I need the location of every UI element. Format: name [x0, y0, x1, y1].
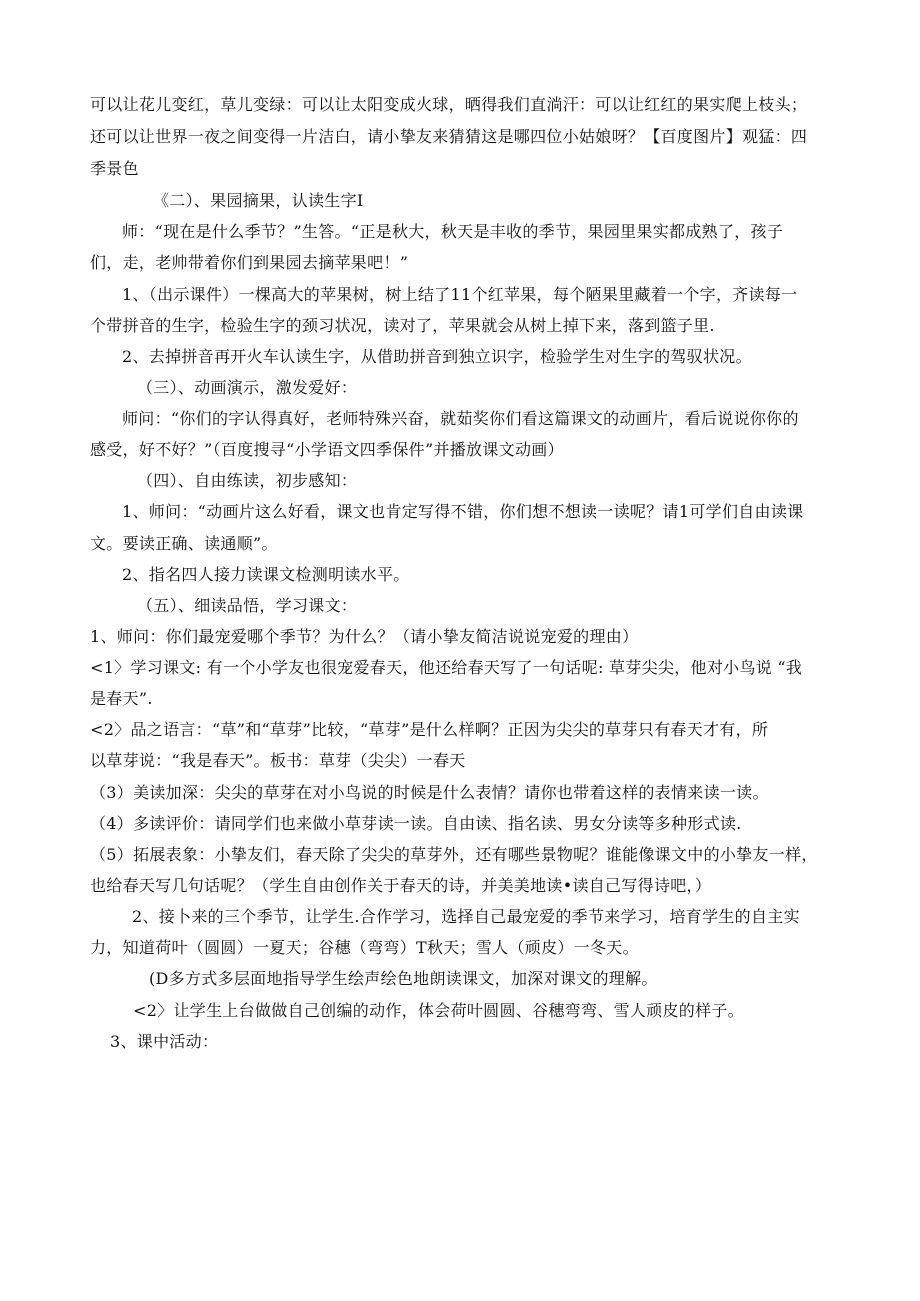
text-line: （5）拓展表象：小挚友们，春天除了尖尖的草芽外，还有哪些景物呢？谁能像课文中的小挚友一样， [90, 845, 818, 864]
text-line: 感受，好不好？”（百度搜寻“小学语文四季保件”并播放课文动画） [90, 440, 564, 459]
text-line: 文。要读正确、读通顺”。 [90, 534, 278, 553]
text-line: 1、师问：你们最宠爱哪个季节？为什么？（请小挚友简洁说说宠爱的理由） [90, 627, 639, 646]
section-heading: （三）、动画演示，激发爱好： [137, 378, 358, 397]
text-line: 1、师问：“动画片这么好看，课文也肯定写得不错，你们想不想读一读呢？请1可学们自由读课 [122, 502, 804, 521]
text-line: 们，走，老帅带着你们到果园去摘苹果吧！” [90, 253, 409, 272]
text-line: 师：“现在是什么季节？”生答。“正是秋大，秋天是丰收的季节，果园里果实都成熟了，孩子 [122, 222, 784, 241]
text-line: 3、课中活动： [110, 1032, 219, 1051]
section-heading: 《二）、果园摘果，认读生字Ⅰ [153, 191, 364, 210]
text-line: （4）多读评价：请同学们也来做小草芽读一读。自由读、指名读、男女分读等多种形式读. [90, 814, 742, 833]
section-heading: （四）、自由练读，初步感知： [137, 471, 358, 490]
text-line: 是春天”. [90, 689, 153, 708]
text-line: 2、接卜来的三个季节，让学生.合作学习，选择自己最宠爱的季节来学习，培育学生的自主实 [132, 907, 800, 926]
text-line: 2、指名四人接力读课文检测明读水平。 [122, 565, 410, 584]
text-line: (D多方式多层面地指导学生绘声绘色地朗读课文，加深对课文的理解。 [149, 969, 658, 988]
text-line: 2、去掉拼音再开火车认读生字，从借助拼音到独立识字，检验学生对生字的驾驭状况。 [122, 347, 752, 366]
text-line: 以草芽说：“我是春天”。板书：草芽（尖尖）一春天 [90, 751, 466, 770]
text-line: <1〉学习课文: 有一个小学友也很宠爱春天，他还给春天写了一句话呢: 草芽尖尖，他对小鸟说 “我 [90, 658, 803, 677]
text-line: 师问：“你们的字认得真好，老师特殊兴奋，就茹奖你们看这篇课文的动画片，看后说说你你的 [122, 409, 799, 428]
section-heading: （五）、细读品悟，学习课文： [137, 596, 358, 615]
text-line: <2〉让学生上台做做自己创编的动作，体会荷叶圆圆、谷穗弯弯、雪人顽皮的样子。 [133, 1001, 744, 1020]
text-line: 季景色 [90, 159, 139, 178]
text-line: 力，知道荷叶（圆圆）一夏天；谷穗（弯弯）T秋天；雪人（顽皮）一冬天。 [90, 938, 639, 957]
text-line: 也给春天写几句话呢？（学生自由创作关于春天的诗，并美美地读•读自己写得诗吧，） [90, 876, 712, 895]
text-line: 1、（出示课件）一棵高大的苹果树，树上结了11个红苹果，每个陋果里藏着一个字，齐读每一 [122, 285, 798, 304]
text-line: 个带拼音的生字，检验生字的颈习状况，读对了，苹果就会从树上掉下来，落到篮子里. [90, 316, 715, 335]
text-line: <2〉品之语言：“草”和“草芽”比较，“草芽”是什么样啊？正因为尖尖的草芽只有春天才有，所 [90, 720, 769, 739]
text-line: （3）美读加深：尖尖的草芽在对小鸟说的时候是什么表情？请你也带着这样的表情来读一读。 [90, 783, 769, 802]
text-line: 还可以让世界一夜之间变得一片洁白，请小挚友来猜猜这是哪四位小姑娘呀？【百度图片】观猛：四 [90, 127, 808, 146]
text-line: 可以让花儿变红，草儿变绿：可以让太阳变成火球，晒得我们直淌汗：可以让红红的果实爬上枝头； [90, 95, 808, 114]
